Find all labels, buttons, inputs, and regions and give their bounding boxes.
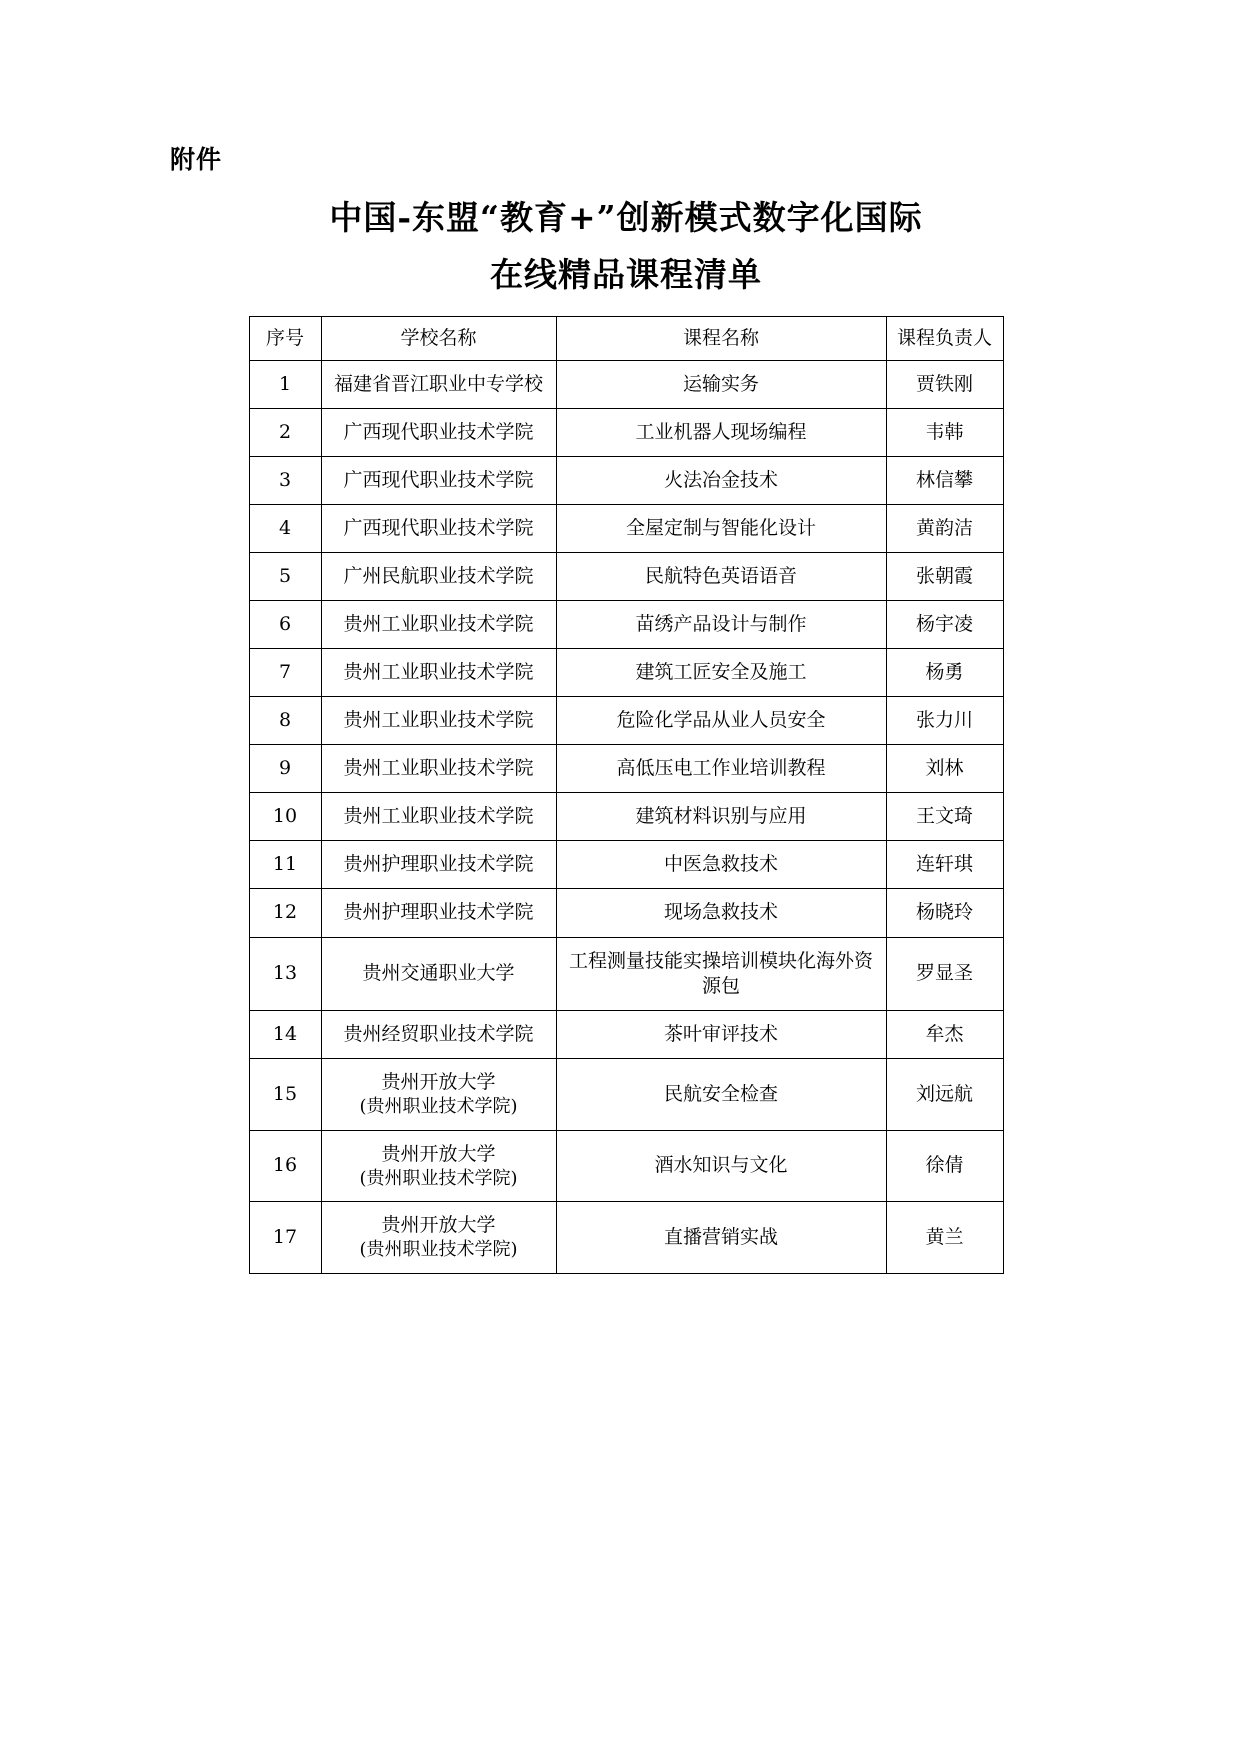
- cell-course: 工程测量技能实操培训模块化海外资源包: [556, 937, 886, 1010]
- table-row: [249, 889, 1003, 937]
- cell-school: 贵州交通职业大学: [321, 937, 556, 1010]
- table-body: [249, 360, 1003, 1274]
- cell-leader: 徐倩: [886, 1130, 1003, 1202]
- cell-leader: 林信攀: [886, 456, 1003, 504]
- column-header-no: 序号: [249, 316, 321, 360]
- cell-course: 高低压电工作业培训教程: [556, 745, 886, 793]
- cell-school-line-2: (贵州职业技术学院): [359, 1095, 518, 1117]
- column-header-leader: 课程负责人: [886, 316, 1003, 360]
- cell-school-line-1: 贵州开放大学: [381, 1214, 496, 1237]
- cell-school: 贵州工业职业技术学院: [321, 600, 556, 648]
- cell-leader: 韦韩: [886, 408, 1003, 456]
- cell-leader: 刘林: [886, 745, 1003, 793]
- cell-no: 8: [249, 697, 321, 745]
- cell-no: 1: [249, 360, 321, 408]
- cell-no: 4: [249, 504, 321, 552]
- cell-course: 现场急救技术: [556, 889, 886, 937]
- table-row: [249, 456, 1003, 504]
- cell-course: 苗绣产品设计与制作: [556, 600, 886, 648]
- cell-school: 贵州经贸职业技术学院: [321, 1010, 556, 1058]
- cell-no: 11: [249, 841, 321, 889]
- cell-no: 9: [249, 745, 321, 793]
- cell-no: 3: [249, 456, 321, 504]
- cell-course: 全屋定制与智能化设计: [556, 504, 886, 552]
- column-header-course: 课程名称: [556, 316, 886, 360]
- cell-school: 广西现代职业技术学院: [321, 504, 556, 552]
- cell-school: 贵州工业职业技术学院: [321, 649, 556, 697]
- cell-leader: 黄兰: [886, 1202, 1003, 1274]
- cell-course: 工业机器人现场编程: [556, 408, 886, 456]
- cell-course: 中医急救技术: [556, 841, 886, 889]
- cell-school: 贵州工业职业技术学院: [321, 697, 556, 745]
- table-row: [249, 360, 1003, 408]
- cell-leader: 连轩琪: [886, 841, 1003, 889]
- cell-leader: 罗显圣: [886, 937, 1003, 1010]
- cell-no: 2: [249, 408, 321, 456]
- cell-leader: 牟杰: [886, 1010, 1003, 1058]
- table-row: [249, 600, 1003, 648]
- cell-leader: 杨宇凌: [886, 600, 1003, 648]
- cell-course: 危险化学品从业人员安全: [556, 697, 886, 745]
- cell-school: 贵州护理职业技术学院: [321, 889, 556, 937]
- cell-no: 7: [249, 649, 321, 697]
- cell-school: 贵州工业职业技术学院: [321, 793, 556, 841]
- cell-school: 广西现代职业技术学院: [321, 408, 556, 456]
- table-row: [249, 937, 1003, 1010]
- cell-course: 火法冶金技术: [556, 456, 886, 504]
- cell-course: 民航安全检查: [556, 1058, 886, 1130]
- table-row: [249, 841, 1003, 889]
- cell-school: [321, 1058, 556, 1130]
- table-row: [249, 504, 1003, 552]
- cell-school-line-1: 贵州开放大学: [381, 1070, 496, 1093]
- table-header-row: [249, 316, 1003, 360]
- page-title: [170, 190, 1082, 304]
- cell-leader: 贾铁刚: [886, 360, 1003, 408]
- cell-school: [321, 1202, 556, 1274]
- cell-course: 酒水知识与文化: [556, 1130, 886, 1202]
- cell-school: 贵州护理职业技术学院: [321, 841, 556, 889]
- table-row: [249, 649, 1003, 697]
- cell-no: 6: [249, 600, 321, 648]
- cell-leader: 刘远航: [886, 1058, 1003, 1130]
- cell-no: 12: [249, 889, 321, 937]
- cell-course: 运输实务: [556, 360, 886, 408]
- cell-no: 13: [249, 937, 321, 1010]
- table-row: [249, 793, 1003, 841]
- cell-school: 福建省晋江职业中专学校: [321, 360, 556, 408]
- cell-no: 10: [249, 793, 321, 841]
- cell-school-line-2: (贵州职业技术学院): [359, 1167, 518, 1189]
- course-list-table: [249, 316, 1004, 1275]
- cell-no: 17: [249, 1202, 321, 1274]
- cell-course: 建筑材料识别与应用: [556, 793, 886, 841]
- cell-no: 14: [249, 1010, 321, 1058]
- table-row: [249, 408, 1003, 456]
- table-row: [249, 1010, 1003, 1058]
- cell-school: 广西现代职业技术学院: [321, 456, 556, 504]
- cell-school: 广州民航职业技术学院: [321, 552, 556, 600]
- cell-leader: 张朝霞: [886, 552, 1003, 600]
- attachment-label: 附件: [170, 145, 223, 174]
- cell-school: [321, 1130, 556, 1202]
- table-row: [249, 745, 1003, 793]
- cell-no: 15: [249, 1058, 321, 1130]
- table-row: [249, 1058, 1003, 1130]
- page-title-line-1: 中国-东盟“教育+”创新模式数字化国际: [329, 198, 923, 237]
- table-row: [249, 697, 1003, 745]
- cell-no: 16: [249, 1130, 321, 1202]
- table-row: [249, 1202, 1003, 1274]
- cell-leader: 杨勇: [886, 649, 1003, 697]
- cell-leader: 张力川: [886, 697, 1003, 745]
- cell-leader: 杨晓玲: [886, 889, 1003, 937]
- cell-no: 5: [249, 552, 321, 600]
- cell-course: 建筑工匠安全及施工: [556, 649, 886, 697]
- cell-course: 民航特色英语语音: [556, 552, 886, 600]
- cell-course: 直播营销实战: [556, 1202, 886, 1274]
- table-row: [249, 1130, 1003, 1202]
- page-title-line-2: 在线精品课程清单: [490, 254, 762, 294]
- cell-school: 贵州工业职业技术学院: [321, 745, 556, 793]
- cell-school-line-2: (贵州职业技术学院): [359, 1239, 518, 1261]
- cell-school-line-1: 贵州开放大学: [381, 1142, 496, 1165]
- column-header-school: 学校名称: [321, 316, 556, 360]
- table-row: [249, 552, 1003, 600]
- cell-leader: 王文琦: [886, 793, 1003, 841]
- cell-leader: 黄韵洁: [886, 504, 1003, 552]
- cell-course: 茶叶审评技术: [556, 1010, 886, 1058]
